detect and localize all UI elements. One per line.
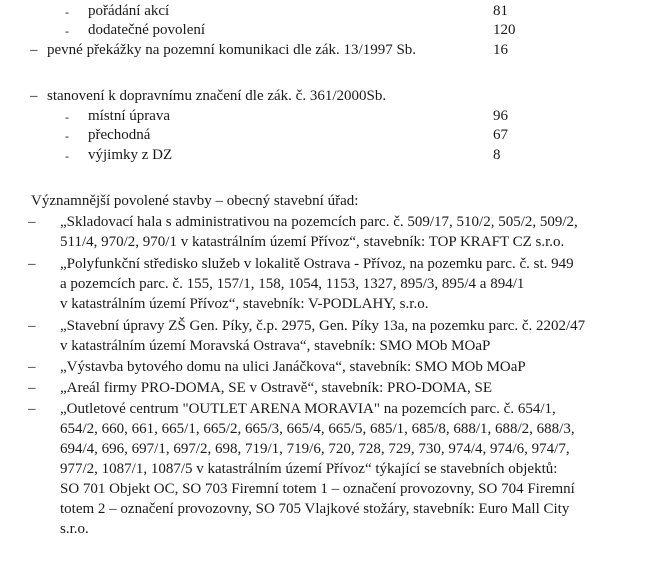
traffic-label: stanovení k dopravnímu značení dle zák. č. 361/2000Sb. — [47, 88, 387, 104]
building-item — [60, 212, 625, 252]
list-item-value: 8 — [493, 147, 501, 163]
list-item-value: 67 — [493, 127, 508, 143]
section-heading: Významnější povolené stavby – obecný stavební úřad: — [31, 193, 359, 209]
building-line: s.r.o. — [60, 521, 89, 537]
list-item-value: 120 — [493, 22, 516, 38]
list-marker: - — [65, 129, 69, 143]
list-item-label: výjimky z DZ — [88, 147, 173, 163]
building-line: v katastrálním území Přívoz“, stavebník: V-PODLAHY, s.r.o. — [60, 296, 429, 312]
building-line: 977/2, 1087/1, 1087/5 v katastrálním území Přívoz“ týkající se stavebních objektů: — [60, 461, 558, 477]
list-marker: - — [65, 149, 69, 163]
list-marker: – — [28, 214, 36, 230]
list-item-value: 81 — [493, 3, 508, 19]
building-line: „Stavební úpravy ZŠ Gen. Píky, č.p. 2975, Gen. Píky 13a, na pozemku parc. č. 2202/47 — [60, 318, 586, 334]
list-marker: – — [30, 42, 38, 58]
building-line: „Polyfunkční středisko služeb v lokalitě Ostrava - Přívoz, na pozemku parc. č. st. 949 — [60, 256, 574, 272]
building-line: „Areál firmy PRO-DOMA, SE v Ostravě“, stavebník: PRO-DOMA, SE — [60, 380, 493, 396]
list-item-label: místní úprava — [88, 108, 171, 124]
building-item — [60, 316, 625, 356]
building-item — [60, 254, 625, 314]
list-item-label: dodatečné povolení — [88, 22, 206, 38]
list-marker: - — [65, 5, 69, 19]
list-item-value: 96 — [493, 108, 508, 124]
building-line: 654/2, 660, 661, 665/1, 665/2, 665/3, 665/4, 665/5, 685/1, 685/8, 688/1, 688/2, 688/3, — [60, 421, 575, 437]
list-marker: – — [30, 88, 38, 104]
obstacles-label: pevné překážky na pozemní komunikaci dle zák. 13/1997 Sb. — [47, 42, 417, 58]
building-item — [60, 378, 625, 398]
building-line: 511/4, 970/2, 970/1 v katastrálním území Přívoz“, stavebník: TOP KRAFT CZ s.r.o. — [60, 234, 565, 250]
building-item — [60, 399, 625, 539]
list-marker: – — [28, 359, 36, 375]
list-marker: - — [65, 24, 69, 38]
building-line: SO 701 Objekt OC, SO 703 Firemní totem 1 – označení provozovny, SO 704 Firemní — [60, 481, 575, 497]
building-line: „Výstavba bytového domu na ulici Janáčkova“, stavebník: SMO MOb MOaP — [60, 359, 526, 375]
building-line: „Skladovací hala s administrativou na pozemcích parc. č. 509/17, 510/2, 505/2, 509/2, — [60, 214, 578, 230]
building-line: totem 2 – označení provozovny, SO 705 Vlajkové stožáry, stavebník: Euro Mall City — [60, 501, 570, 517]
building-line: a pozemcích parc. č. 155, 157/1, 158, 1054, 1153, 1327, 895/3, 895/4 a 894/1 — [60, 276, 525, 292]
list-marker: – — [28, 256, 36, 272]
list-marker: – — [28, 401, 36, 417]
list-marker: – — [28, 380, 36, 396]
building-item — [60, 357, 625, 377]
building-line: „Outletové centrum "OUTLET ARENA MORAVIA" na pozemcích parc. č. 654/1, — [60, 401, 556, 417]
obstacles-value: 16 — [493, 42, 508, 58]
building-line: 694/4, 696, 697/1, 697/2, 698, 719/1, 719/6, 720, 728, 729, 730, 974/4, 974/6, 974/7, — [60, 441, 570, 457]
list-item-label: pořádání akcí — [88, 3, 170, 19]
list-item-label: přechodná — [88, 127, 151, 143]
list-marker: - — [65, 110, 69, 124]
building-line: v katastrálním území Moravská Ostrava“, stavebník: SMO MOb MOaP — [60, 338, 491, 354]
list-marker: – — [28, 318, 36, 334]
